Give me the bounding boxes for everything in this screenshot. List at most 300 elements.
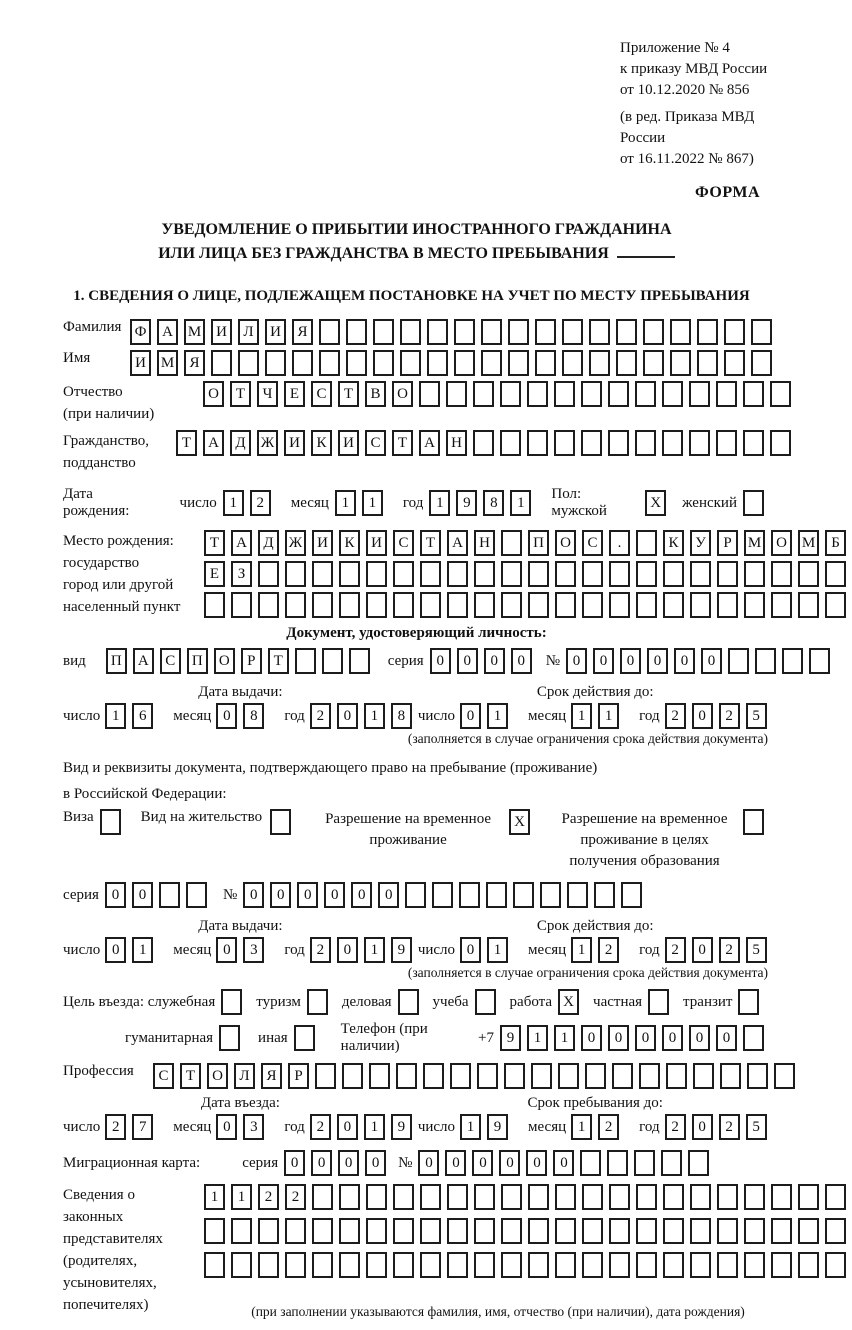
char-cell[interactable] xyxy=(221,989,242,1015)
char-cell[interactable] xyxy=(636,1184,657,1210)
char-cell[interactable] xyxy=(366,1218,387,1244)
char-cell[interactable]: 0 xyxy=(378,882,399,908)
char-cell[interactable] xyxy=(398,989,419,1015)
char-cell[interactable] xyxy=(420,592,441,618)
char-cell[interactable]: Т xyxy=(268,648,289,674)
char-cell[interactable]: 1 xyxy=(527,1025,548,1051)
char-cell[interactable]: Т xyxy=(204,530,225,556)
char-cell[interactable] xyxy=(621,882,642,908)
char-cell[interactable] xyxy=(366,592,387,618)
char-cell[interactable]: 0 xyxy=(472,1150,493,1176)
char-cell[interactable]: 0 xyxy=(460,937,481,963)
char-cell[interactable] xyxy=(771,1184,792,1210)
char-cell[interactable] xyxy=(636,1252,657,1278)
char-cell[interactable]: 0 xyxy=(674,648,695,674)
char-cell[interactable]: К xyxy=(339,530,360,556)
char-cell[interactable]: 0 xyxy=(445,1150,466,1176)
char-cell[interactable]: 0 xyxy=(297,882,318,908)
char-cell[interactable] xyxy=(717,592,738,618)
char-cell[interactable] xyxy=(798,1252,819,1278)
char-cell[interactable]: 5 xyxy=(746,937,767,963)
char-cell[interactable] xyxy=(689,430,710,456)
char-cell[interactable] xyxy=(459,882,480,908)
char-cell[interactable] xyxy=(825,592,846,618)
char-cell[interactable]: 0 xyxy=(430,648,451,674)
char-cell[interactable] xyxy=(528,561,549,587)
char-cell[interactable]: 2 xyxy=(310,1114,331,1140)
char-cell[interactable] xyxy=(643,350,664,376)
char-cell[interactable]: 3 xyxy=(243,1114,264,1140)
char-cell[interactable]: 2 xyxy=(250,490,271,516)
char-cell[interactable] xyxy=(607,1150,628,1176)
char-cell[interactable] xyxy=(662,430,683,456)
char-cell[interactable] xyxy=(204,1218,225,1244)
char-cell[interactable]: 2 xyxy=(719,1114,740,1140)
char-cell[interactable] xyxy=(743,430,764,456)
char-cell[interactable] xyxy=(594,882,615,908)
char-cell[interactable]: Д xyxy=(258,530,279,556)
char-cell[interactable]: 1 xyxy=(364,1114,385,1140)
char-cell[interactable] xyxy=(400,350,421,376)
char-cell[interactable] xyxy=(285,1252,306,1278)
char-cell[interactable] xyxy=(608,381,629,407)
char-cell[interactable] xyxy=(420,561,441,587)
char-cell[interactable] xyxy=(211,350,232,376)
char-cell[interactable]: 1 xyxy=(487,703,508,729)
char-cell[interactable]: 0 xyxy=(460,703,481,729)
char-cell[interactable] xyxy=(258,1252,279,1278)
char-cell[interactable]: 0 xyxy=(689,1025,710,1051)
char-cell[interactable] xyxy=(728,648,749,674)
char-cell[interactable] xyxy=(717,561,738,587)
char-cell[interactable] xyxy=(770,381,791,407)
char-cell[interactable] xyxy=(589,350,610,376)
char-cell[interactable] xyxy=(481,350,502,376)
char-cell[interactable] xyxy=(562,350,583,376)
char-cell[interactable] xyxy=(312,1218,333,1244)
char-cell[interactable]: 8 xyxy=(243,703,264,729)
char-cell[interactable] xyxy=(219,1025,240,1051)
char-cell[interactable] xyxy=(450,1063,471,1089)
char-cell[interactable]: У xyxy=(690,530,711,556)
char-cell[interactable]: Т xyxy=(176,430,197,456)
char-cell[interactable] xyxy=(609,1218,630,1244)
char-cell[interactable] xyxy=(447,1218,468,1244)
char-cell[interactable]: 0 xyxy=(337,937,358,963)
char-cell[interactable]: Ч xyxy=(257,381,278,407)
char-cell[interactable] xyxy=(366,1184,387,1210)
char-cell[interactable] xyxy=(528,592,549,618)
char-cell[interactable] xyxy=(319,350,340,376)
char-cell[interactable]: 2 xyxy=(719,937,740,963)
char-cell[interactable]: И xyxy=(338,430,359,456)
char-cell[interactable]: 9 xyxy=(391,1114,412,1140)
char-cell[interactable] xyxy=(636,592,657,618)
char-cell[interactable]: 0 xyxy=(216,703,237,729)
char-cell[interactable]: . xyxy=(609,530,630,556)
char-cell[interactable]: Я xyxy=(292,319,313,345)
char-cell[interactable] xyxy=(270,809,291,835)
char-cell[interactable] xyxy=(555,1184,576,1210)
char-cell[interactable] xyxy=(743,809,764,835)
char-cell[interactable]: 0 xyxy=(243,882,264,908)
char-cell[interactable]: И xyxy=(366,530,387,556)
char-cell[interactable] xyxy=(562,319,583,345)
char-cell[interactable]: 0 xyxy=(105,937,126,963)
char-cell[interactable]: 0 xyxy=(132,882,153,908)
char-cell[interactable]: 7 xyxy=(132,1114,153,1140)
char-cell[interactable] xyxy=(825,1252,846,1278)
char-cell[interactable] xyxy=(393,592,414,618)
char-cell[interactable] xyxy=(500,430,521,456)
char-cell[interactable] xyxy=(339,1184,360,1210)
char-cell[interactable]: И xyxy=(312,530,333,556)
char-cell[interactable] xyxy=(501,1184,522,1210)
char-cell[interactable] xyxy=(609,592,630,618)
char-cell[interactable] xyxy=(474,1184,495,1210)
char-cell[interactable] xyxy=(295,648,316,674)
char-cell[interactable]: О xyxy=(771,530,792,556)
char-cell[interactable] xyxy=(825,1184,846,1210)
char-cell[interactable] xyxy=(666,1063,687,1089)
char-cell[interactable] xyxy=(661,1150,682,1176)
char-cell[interactable]: 1 xyxy=(362,490,383,516)
char-cell[interactable]: Б xyxy=(825,530,846,556)
char-cell[interactable]: С xyxy=(365,430,386,456)
char-cell[interactable]: 0 xyxy=(566,648,587,674)
char-cell[interactable] xyxy=(738,989,759,1015)
char-cell[interactable] xyxy=(609,1184,630,1210)
char-cell[interactable] xyxy=(454,350,475,376)
char-cell[interactable]: 0 xyxy=(716,1025,737,1051)
char-cell[interactable] xyxy=(186,882,207,908)
char-cell[interactable] xyxy=(504,1063,525,1089)
char-cell[interactable]: Р xyxy=(241,648,262,674)
char-cell[interactable]: 2 xyxy=(598,937,619,963)
char-cell[interactable] xyxy=(528,1184,549,1210)
char-cell[interactable]: 0 xyxy=(499,1150,520,1176)
char-cell[interactable]: Р xyxy=(717,530,738,556)
char-cell[interactable] xyxy=(349,648,370,674)
char-cell[interactable]: С xyxy=(153,1063,174,1089)
char-cell[interactable] xyxy=(447,561,468,587)
char-cell[interactable]: 0 xyxy=(553,1150,574,1176)
char-cell[interactable] xyxy=(755,648,776,674)
char-cell[interactable]: 1 xyxy=(231,1184,252,1210)
char-cell[interactable] xyxy=(258,1218,279,1244)
char-cell[interactable] xyxy=(743,381,764,407)
char-cell[interactable]: 0 xyxy=(701,648,722,674)
char-cell[interactable] xyxy=(670,319,691,345)
char-cell[interactable] xyxy=(373,319,394,345)
char-cell[interactable] xyxy=(285,592,306,618)
char-cell[interactable]: А xyxy=(231,530,252,556)
char-cell[interactable] xyxy=(342,1063,363,1089)
char-cell[interactable]: 2 xyxy=(105,1114,126,1140)
char-cell[interactable]: 1 xyxy=(460,1114,481,1140)
char-cell[interactable] xyxy=(782,648,803,674)
char-cell[interactable] xyxy=(204,1252,225,1278)
char-cell[interactable] xyxy=(798,1184,819,1210)
char-cell[interactable]: 1 xyxy=(571,1114,592,1140)
char-cell[interactable]: Ф xyxy=(130,319,151,345)
char-cell[interactable] xyxy=(724,350,745,376)
char-cell[interactable]: 0 xyxy=(581,1025,602,1051)
char-cell[interactable]: 1 xyxy=(132,937,153,963)
char-cell[interactable]: А xyxy=(157,319,178,345)
char-cell[interactable] xyxy=(744,1218,765,1244)
char-cell[interactable] xyxy=(231,1218,252,1244)
char-cell[interactable] xyxy=(662,381,683,407)
char-cell[interactable] xyxy=(535,319,556,345)
char-cell[interactable]: 9 xyxy=(456,490,477,516)
char-cell[interactable] xyxy=(720,1063,741,1089)
char-cell[interactable] xyxy=(636,561,657,587)
char-cell[interactable]: З xyxy=(231,561,252,587)
char-cell[interactable]: 0 xyxy=(647,648,668,674)
char-cell[interactable]: А xyxy=(447,530,468,556)
char-cell[interactable] xyxy=(258,592,279,618)
char-cell[interactable] xyxy=(582,1184,603,1210)
char-cell[interactable] xyxy=(447,592,468,618)
char-cell[interactable]: 9 xyxy=(500,1025,521,1051)
char-cell[interactable] xyxy=(159,882,180,908)
char-cell[interactable] xyxy=(393,561,414,587)
char-cell[interactable]: 0 xyxy=(216,937,237,963)
char-cell[interactable] xyxy=(508,350,529,376)
char-cell[interactable]: С xyxy=(393,530,414,556)
char-cell[interactable] xyxy=(513,882,534,908)
char-cell[interactable] xyxy=(447,1184,468,1210)
char-cell[interactable] xyxy=(582,592,603,618)
char-cell[interactable] xyxy=(231,592,252,618)
char-cell[interactable] xyxy=(322,648,343,674)
char-cell[interactable] xyxy=(204,592,225,618)
char-cell[interactable] xyxy=(663,592,684,618)
char-cell[interactable]: Ж xyxy=(285,530,306,556)
char-cell[interactable]: И xyxy=(211,319,232,345)
char-cell[interactable] xyxy=(535,350,556,376)
char-cell[interactable]: Н xyxy=(446,430,467,456)
char-cell[interactable] xyxy=(285,561,306,587)
char-cell[interactable] xyxy=(339,1218,360,1244)
char-cell[interactable]: 0 xyxy=(511,648,532,674)
char-cell[interactable] xyxy=(446,381,467,407)
char-cell[interactable]: 2 xyxy=(285,1184,306,1210)
char-cell[interactable] xyxy=(373,350,394,376)
char-cell[interactable] xyxy=(474,592,495,618)
char-cell[interactable] xyxy=(716,381,737,407)
char-cell[interactable]: Т xyxy=(230,381,251,407)
char-cell[interactable] xyxy=(643,319,664,345)
char-cell[interactable] xyxy=(751,350,772,376)
char-cell[interactable] xyxy=(648,989,669,1015)
char-cell[interactable]: 0 xyxy=(284,1150,305,1176)
char-cell[interactable] xyxy=(475,989,496,1015)
char-cell[interactable] xyxy=(366,1252,387,1278)
char-cell[interactable] xyxy=(771,561,792,587)
char-cell[interactable] xyxy=(567,882,588,908)
char-cell[interactable] xyxy=(771,1218,792,1244)
char-cell[interactable] xyxy=(582,561,603,587)
char-cell[interactable] xyxy=(825,1218,846,1244)
char-cell[interactable]: Е xyxy=(204,561,225,587)
char-cell[interactable] xyxy=(744,1184,765,1210)
char-cell[interactable]: 0 xyxy=(692,937,713,963)
char-cell[interactable]: С xyxy=(311,381,332,407)
char-cell[interactable] xyxy=(393,1252,414,1278)
char-cell[interactable] xyxy=(477,1063,498,1089)
char-cell[interactable]: 1 xyxy=(105,703,126,729)
char-cell[interactable] xyxy=(798,592,819,618)
char-cell[interactable] xyxy=(555,561,576,587)
char-cell[interactable] xyxy=(697,319,718,345)
char-cell[interactable]: 0 xyxy=(662,1025,683,1051)
char-cell[interactable]: 0 xyxy=(692,1114,713,1140)
char-cell[interactable] xyxy=(400,319,421,345)
char-cell[interactable]: 2 xyxy=(665,1114,686,1140)
char-cell[interactable] xyxy=(396,1063,417,1089)
char-cell[interactable]: О xyxy=(392,381,413,407)
char-cell[interactable] xyxy=(809,648,830,674)
char-cell[interactable]: 0 xyxy=(457,648,478,674)
char-cell[interactable] xyxy=(420,1252,441,1278)
char-cell[interactable] xyxy=(743,490,764,516)
char-cell[interactable]: 0 xyxy=(635,1025,656,1051)
char-cell[interactable] xyxy=(724,319,745,345)
char-cell[interactable] xyxy=(744,561,765,587)
char-cell[interactable]: 1 xyxy=(487,937,508,963)
char-cell[interactable]: 1 xyxy=(554,1025,575,1051)
char-cell[interactable] xyxy=(312,1252,333,1278)
char-cell[interactable] xyxy=(743,1025,764,1051)
char-cell[interactable] xyxy=(581,430,602,456)
char-cell[interactable] xyxy=(432,882,453,908)
char-cell[interactable]: 0 xyxy=(526,1150,547,1176)
char-cell[interactable]: 0 xyxy=(593,648,614,674)
char-cell[interactable]: 3 xyxy=(243,937,264,963)
char-cell[interactable]: 0 xyxy=(216,1114,237,1140)
char-cell[interactable] xyxy=(474,1252,495,1278)
char-cell[interactable]: X xyxy=(558,989,579,1015)
char-cell[interactable] xyxy=(663,1218,684,1244)
char-cell[interactable] xyxy=(693,1063,714,1089)
char-cell[interactable] xyxy=(634,1150,655,1176)
char-cell[interactable]: М xyxy=(157,350,178,376)
char-cell[interactable] xyxy=(558,1063,579,1089)
char-cell[interactable]: О xyxy=(207,1063,228,1089)
char-cell[interactable] xyxy=(447,1252,468,1278)
char-cell[interactable]: Т xyxy=(338,381,359,407)
char-cell[interactable]: 1 xyxy=(204,1184,225,1210)
char-cell[interactable]: К xyxy=(311,430,332,456)
char-cell[interactable]: 2 xyxy=(310,703,331,729)
char-cell[interactable] xyxy=(528,1252,549,1278)
char-cell[interactable] xyxy=(663,1252,684,1278)
char-cell[interactable]: К xyxy=(663,530,684,556)
char-cell[interactable] xyxy=(635,381,656,407)
char-cell[interactable] xyxy=(582,1252,603,1278)
char-cell[interactable]: Т xyxy=(420,530,441,556)
char-cell[interactable]: X xyxy=(509,809,530,835)
char-cell[interactable] xyxy=(690,1218,711,1244)
char-cell[interactable]: 1 xyxy=(364,703,385,729)
char-cell[interactable]: Н xyxy=(474,530,495,556)
char-cell[interactable] xyxy=(616,319,637,345)
char-cell[interactable] xyxy=(581,381,602,407)
char-cell[interactable] xyxy=(585,1063,606,1089)
char-cell[interactable]: 0 xyxy=(337,1114,358,1140)
char-cell[interactable] xyxy=(689,381,710,407)
char-cell[interactable]: Я xyxy=(184,350,205,376)
char-cell[interactable]: 1 xyxy=(429,490,450,516)
char-cell[interactable] xyxy=(346,350,367,376)
char-cell[interactable]: А xyxy=(203,430,224,456)
char-cell[interactable] xyxy=(770,430,791,456)
char-cell[interactable] xyxy=(474,1218,495,1244)
char-cell[interactable] xyxy=(580,1150,601,1176)
char-cell[interactable] xyxy=(339,1252,360,1278)
char-cell[interactable]: 5 xyxy=(746,703,767,729)
char-cell[interactable] xyxy=(771,592,792,618)
char-cell[interactable]: П xyxy=(106,648,127,674)
char-cell[interactable] xyxy=(636,1218,657,1244)
char-cell[interactable]: Ж xyxy=(257,430,278,456)
char-cell[interactable]: М xyxy=(744,530,765,556)
char-cell[interactable]: 0 xyxy=(338,1150,359,1176)
char-cell[interactable] xyxy=(716,430,737,456)
char-cell[interactable]: 1 xyxy=(335,490,356,516)
char-cell[interactable] xyxy=(420,1218,441,1244)
char-cell[interactable] xyxy=(501,561,522,587)
char-cell[interactable] xyxy=(346,319,367,345)
char-cell[interactable] xyxy=(265,350,286,376)
char-cell[interactable] xyxy=(419,381,440,407)
char-cell[interactable] xyxy=(751,319,772,345)
char-cell[interactable]: П xyxy=(187,648,208,674)
char-cell[interactable]: 0 xyxy=(620,648,641,674)
char-cell[interactable] xyxy=(798,561,819,587)
char-cell[interactable]: 0 xyxy=(311,1150,332,1176)
char-cell[interactable] xyxy=(747,1063,768,1089)
char-cell[interactable]: Е xyxy=(284,381,305,407)
char-cell[interactable]: С xyxy=(160,648,181,674)
char-cell[interactable]: О xyxy=(214,648,235,674)
char-cell[interactable] xyxy=(393,1218,414,1244)
char-cell[interactable]: 0 xyxy=(418,1150,439,1176)
char-cell[interactable] xyxy=(663,1184,684,1210)
char-cell[interactable]: А xyxy=(419,430,440,456)
char-cell[interactable] xyxy=(774,1063,795,1089)
char-cell[interactable]: П xyxy=(528,530,549,556)
char-cell[interactable] xyxy=(473,430,494,456)
char-cell[interactable] xyxy=(294,1025,315,1051)
char-cell[interactable] xyxy=(315,1063,336,1089)
char-cell[interactable] xyxy=(420,1184,441,1210)
char-cell[interactable]: 0 xyxy=(608,1025,629,1051)
char-cell[interactable] xyxy=(670,350,691,376)
char-cell[interactable] xyxy=(423,1063,444,1089)
char-cell[interactable] xyxy=(231,1252,252,1278)
char-cell[interactable] xyxy=(639,1063,660,1089)
char-cell[interactable] xyxy=(555,1218,576,1244)
char-cell[interactable] xyxy=(825,561,846,587)
char-cell[interactable]: О xyxy=(555,530,576,556)
char-cell[interactable] xyxy=(612,1063,633,1089)
char-cell[interactable] xyxy=(608,430,629,456)
char-cell[interactable] xyxy=(744,592,765,618)
char-cell[interactable]: 1 xyxy=(364,937,385,963)
